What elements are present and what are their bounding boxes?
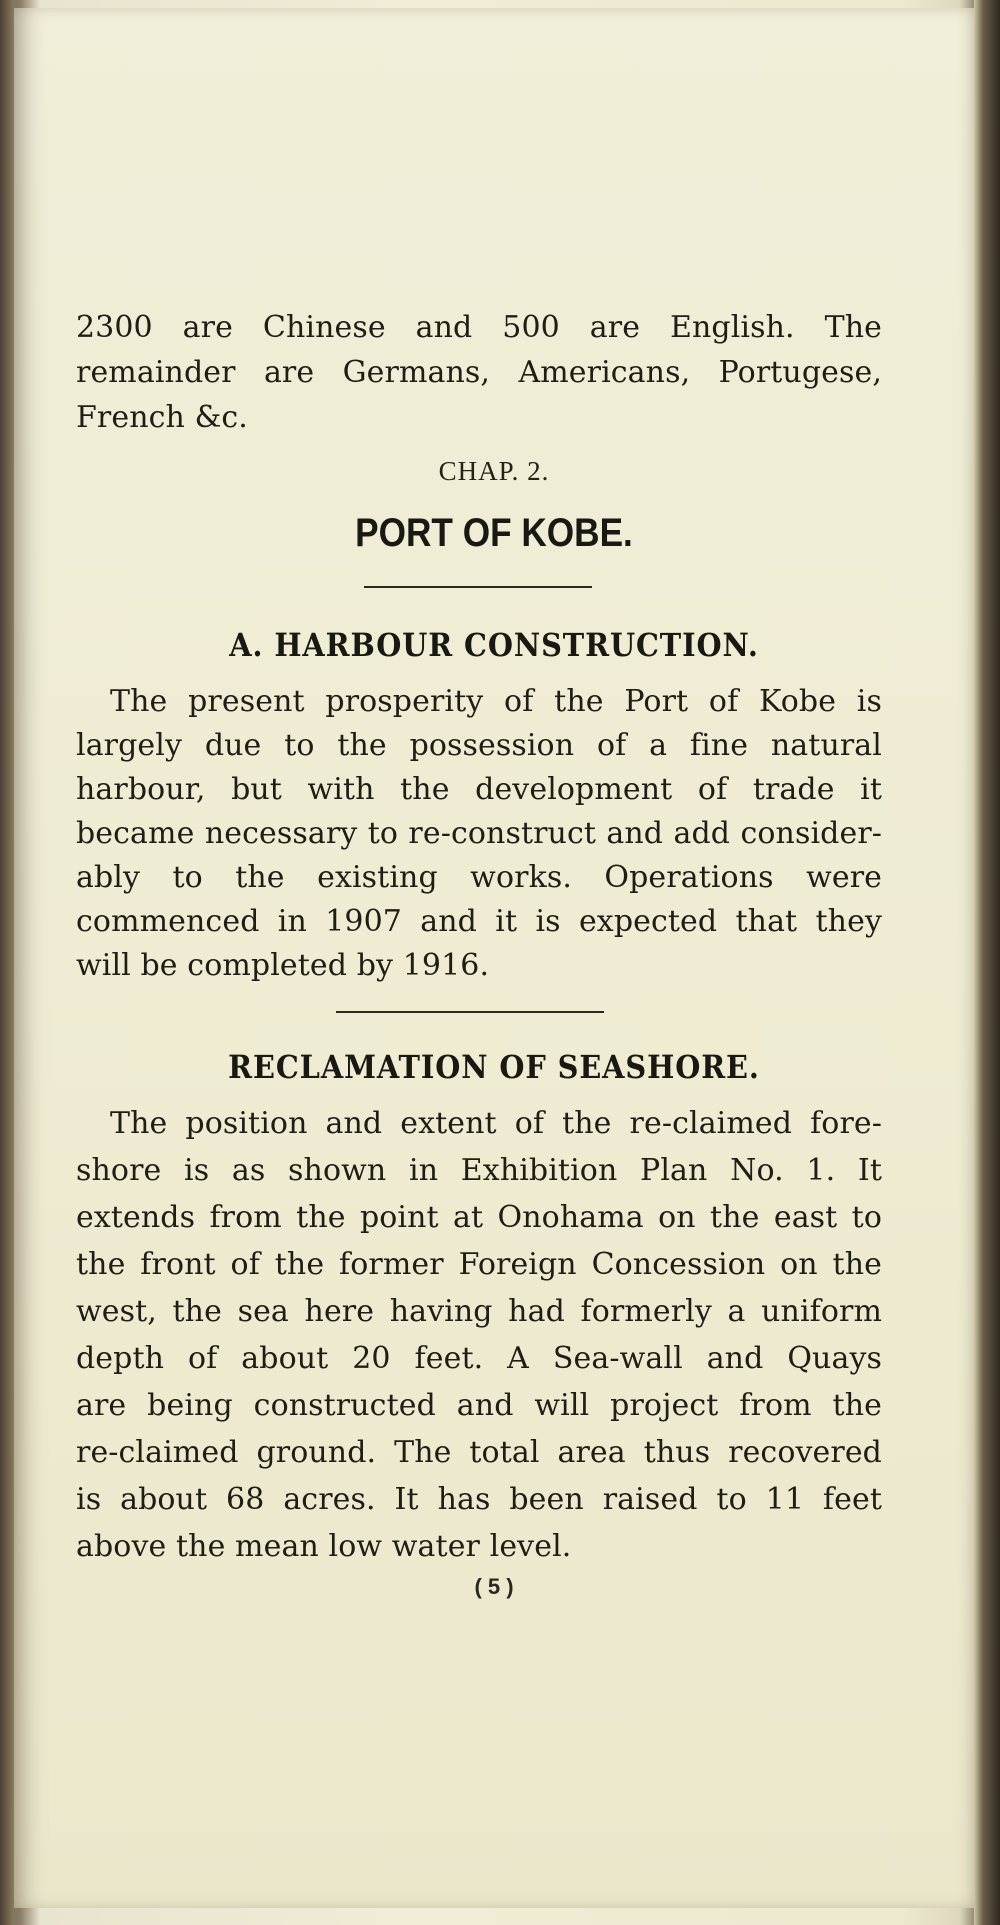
page-edge-shadow [974, 0, 1000, 1925]
section-b-line: shore is as shown in Exhibition Plan No. 1. It [76, 1153, 882, 1188]
section-a-line: harbour, but with the development of trade it [76, 772, 882, 807]
section-a-line: ably to the existing works. Operations were [76, 860, 882, 895]
book-page [14, 8, 974, 1908]
page-number: ( 5 ) [474, 1574, 514, 1599]
section-b-heading: RECLAMATION OF SEASHORE. [228, 1048, 760, 1086]
section-b-line: The position and extent of the re-claimed fore- [110, 1106, 882, 1141]
section-a-line: will be completed by 1916. [76, 948, 490, 983]
section-a-line: commenced in 1907 and it is expected that they [76, 904, 882, 939]
section-a-line: became necessary to re-construct and add consider- [76, 816, 882, 851]
section-b-line: west, the sea here having had formerly a uniform [76, 1294, 882, 1329]
intro-line: French &c. [76, 400, 248, 435]
chapter-divider [364, 586, 592, 588]
chapter-label: CHAP. 2. [438, 456, 550, 486]
section-b-line: is about 68 acres. It has been raised to 11 feet [76, 1482, 882, 1517]
section-a-heading: A. HARBOUR CONSTRUCTION. [229, 626, 759, 664]
section-b-line: the front of the former Foreign Concession on the [76, 1247, 882, 1282]
section-divider [336, 1011, 604, 1013]
section-a-line: largely due to the possession of a fine natural [76, 728, 882, 763]
book-spine-shadow [0, 0, 14, 1925]
intro-line: remainder are Germans, Americans, Portugese, [76, 355, 882, 390]
section-b-line: depth of about 20 feet. A Sea-wall and Quays [76, 1341, 882, 1376]
section-a-line: The present prosperity of the Port of Kobe is [110, 684, 882, 719]
intro-line: 2300 are Chinese and 500 are English. The [76, 310, 882, 345]
section-b-line: above the mean low water level. [76, 1529, 572, 1564]
section-b-line: re-claimed ground. The total area thus recovered [76, 1435, 882, 1470]
section-b-line: are being constructed and will project from the [76, 1388, 882, 1423]
section-b-line: extends from the point at Onohama on the east to [76, 1200, 882, 1235]
chapter-title: PORT OF KOBE. [355, 511, 633, 555]
